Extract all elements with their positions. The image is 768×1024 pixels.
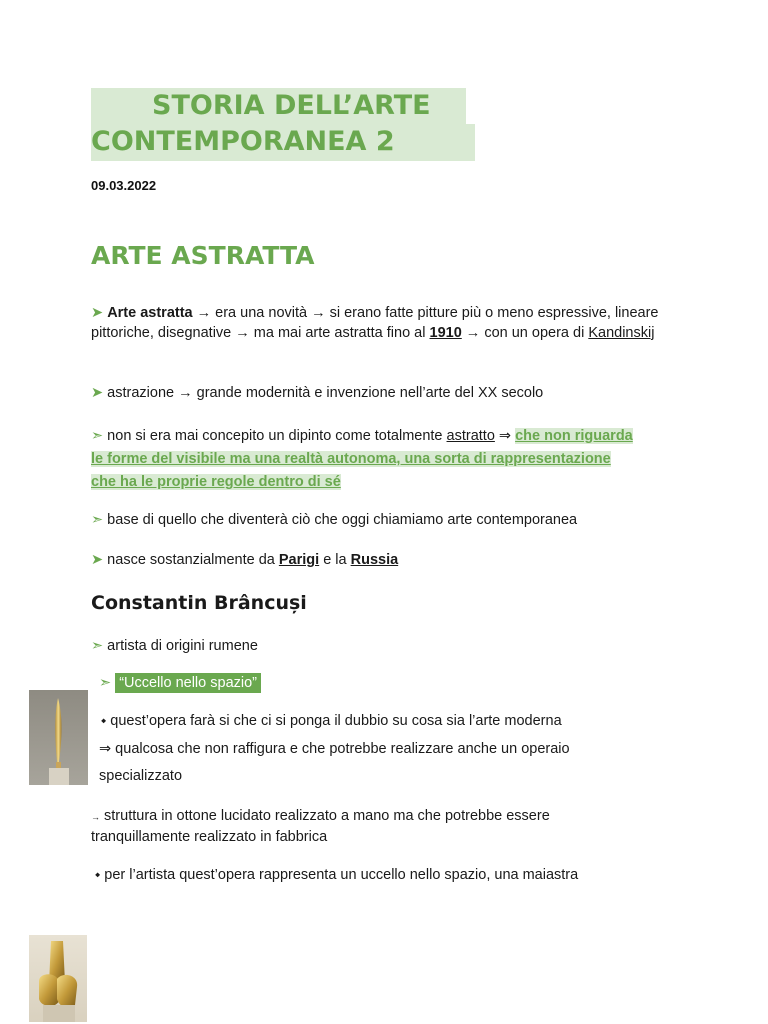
artwork-note-2b [99, 767, 182, 787]
kandinskij-link: Kandinskij [588, 324, 655, 341]
parigi-link: Parigi [278, 552, 320, 568]
artwork-note-2 [99, 740, 570, 760]
bullet-text: → era una novità → si erano fatte pitture più o meno espressive, lineare pittoriche, disegnative → ma mai arte astratta fino al [91, 305, 659, 341]
bold-term: Arte astratta [107, 305, 193, 321]
arrow-icon: ➣ [91, 638, 104, 654]
artwork-note-1 [101, 712, 562, 732]
golden-sculpture-image [29, 935, 87, 1022]
arrow-icon: ➣ [91, 512, 104, 528]
bird-in-space-image [29, 690, 88, 785]
bullet-text: quest’opera farà si che ci si ponga il dubbio su cosa sia l’arte moderna [106, 713, 562, 729]
arrow-icon: ➤ [91, 385, 104, 401]
artwork-chip: “Uccello nello spazio” [115, 673, 261, 693]
diamond-bullet-icon: ⬩ [95, 867, 101, 883]
bullet-text: artista di origini rumene [103, 638, 258, 654]
bullet-arte-astratta [91, 304, 681, 343]
bullet-text: → con un opera di [461, 324, 589, 341]
section-heading: ARTE ASTRATTA [91, 241, 315, 270]
arrow-icon: ➤ [91, 305, 104, 321]
year-link: 1910 [429, 324, 462, 341]
arrow-icon: → [91, 812, 100, 822]
bullet-astrazione [91, 384, 691, 404]
artist-heading: Constantin Brâncuși [91, 592, 307, 614]
bullet-text: nasce sostanzialmente da [103, 552, 279, 568]
bullet-text: astrazione → grande modernità e invenzione nell’arte del XX secolo [103, 385, 544, 401]
title-line-1: STORIA DELL’ARTE [91, 88, 466, 124]
artwork-note-3 [91, 807, 651, 847]
artist-origin [91, 637, 258, 657]
bullet-text: specializzato [99, 768, 183, 784]
title-line-2: CONTEMPORANEA 2 [91, 124, 475, 161]
bullet-text: struttura in ottone lucidato realizzato a mano ma che potrebbe essere tranquillamente realizzato in fabbrica [91, 808, 550, 845]
sculpture-icon [29, 935, 87, 1022]
bullet-text: qualcosa che non raffigura e che potrebbe realizzare anche un operaio [111, 741, 570, 757]
arrow-icon: ➣ [99, 675, 112, 691]
document-date: 09.03.2022 [91, 178, 157, 193]
bullet-text: non si era mai concepito un dipinto come totalmente [103, 428, 447, 444]
artwork-note-4 [95, 866, 578, 886]
diamond-bullet-icon: ⬩ [101, 713, 107, 729]
arrow-icon: ➤ [91, 552, 104, 568]
artwork-title [99, 674, 261, 694]
bullet-origine [91, 551, 691, 571]
astratto-link: astratto [446, 428, 495, 444]
document-title [91, 88, 475, 161]
bullet-base [91, 511, 691, 531]
implies-symbol: ⇒ [494, 428, 516, 444]
russia-link: Russia [350, 552, 399, 568]
bird-in-space-icon [29, 690, 88, 785]
bullet-text: per l’artista quest’opera rappresenta un uccello nello spazio, una maiastra [100, 867, 579, 883]
implies-symbol: ⇒ [99, 741, 112, 757]
bullet-dipinto-astratto [91, 425, 636, 494]
bullet-text: e la [319, 552, 351, 568]
bullet-text: base di quello che diventerà ciò che oggi chiamiamo arte contemporanea [103, 512, 578, 528]
highlighted-definition: che non riguarda le forme del visibile ma una realtà autonoma, una sorta di rappresentazione che ha le proprie regole dentro di sé [91, 428, 633, 490]
arrow-icon: ➣ [91, 428, 104, 444]
